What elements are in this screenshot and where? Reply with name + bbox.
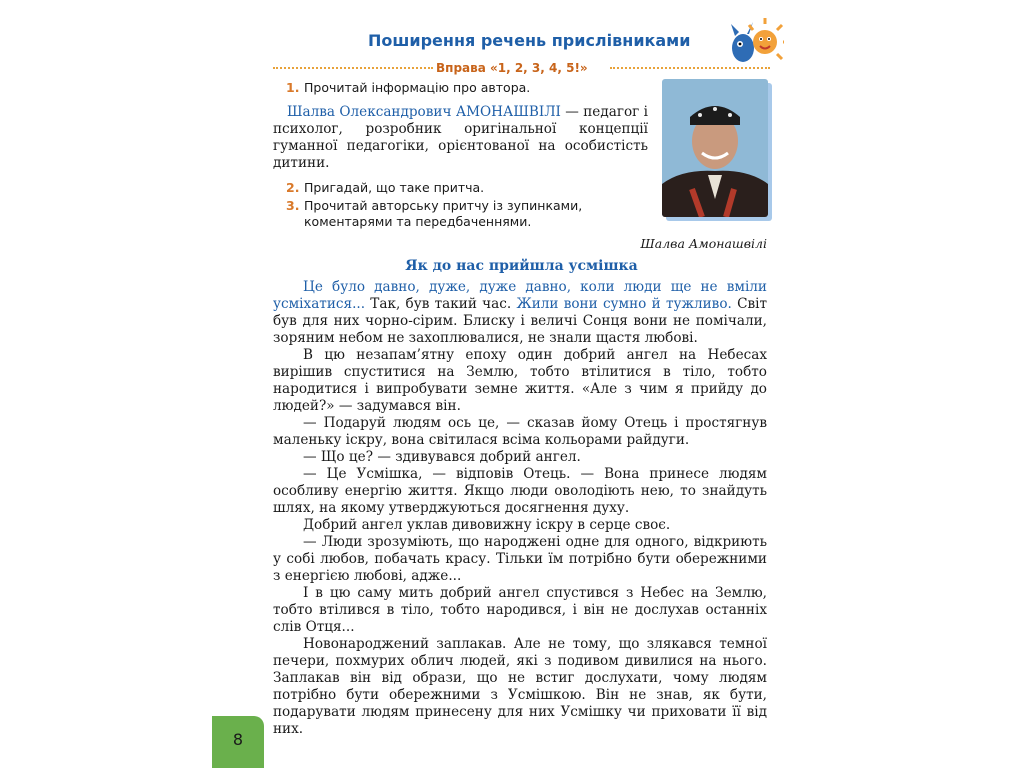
story-text [273,279,767,738]
task-text: Пригадай, що таке притча. [304,180,485,195]
story-paragraph: — Люди зрозуміють, що народжені одне для одного, відкриють у собі любов, побачать красу. Тільки їм потрібно бути обережними з енергією любові, адже... [273,534,767,584]
highlighted-text: Жили вони сумно й тужливо. [516,296,732,312]
author-description: — педагог і психолог, розробник оригінальної концепції гуманної педагогіки, орієнтованої на особистість дитини. [273,104,648,171]
task-text: Прочитай авторську притчу із зупинками, коментарями та передбаченнями. [304,198,583,229]
plain-text: Світ був для них чорно-сірим. Блиску і величі Сонця вони не помічали, зоряним небом не захоплювалися, не знали щастя любові. [273,296,768,346]
story-author: Шалва Амонашвілі [640,236,767,251]
task-number: 2. [286,180,300,195]
story-paragraph: В цю незапам’ятну епоху один добрий ангел на Небесах вирішив спуститися на Землю, тобто втілитися в тіло, тобто народитися і випробувати земне життя. «Але з чим я прийду до людей?» — задумався він. [273,347,767,414]
story-paragraph: І в цю саму мить добрий ангел спустився з Небес на Землю, тобто втілився в тіло, тобто народився, і він не дослухав останніх слів Отця... [273,585,767,635]
exercise-title: Вправа «1, 2, 3, 4, 5!» [436,61,588,75]
task-number: 1. [286,80,300,95]
page-number: 8 [232,730,244,749]
story-paragraph [273,279,767,347]
plain-text: Так, був такий час. [365,296,517,312]
section-title: Поширення речень прислівниками [368,31,691,50]
story-paragraph: — Це Усмішка, — відповів Отець. — Вона принесе людям особливу енергію життя. Якщо люди оволодіють нею, то знайдуть шлях, на якому утверджуються досягнення духу. [273,466,767,516]
author-name: Шалва Олександрович АМОНАШВІЛІ [287,104,561,120]
task-2 [286,180,646,196]
story-paragraph: — Що це? — здивувався добрий ангел. [303,449,581,465]
mascot-icon [727,14,785,66]
story-paragraph: Новонароджений заплакав. Але не тому, що злякався темної печери, похмурих облич людей, які з подивом дивилися на нього. Заплакав він від образи, що не встиг дослухати, чому людям потрібно бути обережними з Усмішкою. Він не знав, як бути, подарувати людям принесену для них Усмішку чи приховати її від них. [273,636,767,737]
highlighted-text: Це було давно, дуже, дуже давно, коли люди ще не вміли усміхатися... [273,279,767,312]
exercise-banner [273,61,770,75]
task-number: 3. [286,198,300,213]
author-info [273,104,648,172]
story-paragraph: Добрий ангел уклав дивовижну іскру в серце своє. [303,517,671,533]
task-text: Прочитай інформацію про автора. [304,80,531,95]
task-3 [286,198,648,230]
page-number-tab [212,716,264,768]
story-title: Як до нас прийшла усмішка [405,258,638,274]
task-1 [286,80,646,96]
divider [610,67,770,69]
author-photo [662,79,768,217]
divider [273,67,433,69]
story-paragraph: — Подаруй людям ось це, — сказав йому Отець і простягнув маленьку іскру, вона світилася всіма кольорами райдуги. [273,415,767,448]
